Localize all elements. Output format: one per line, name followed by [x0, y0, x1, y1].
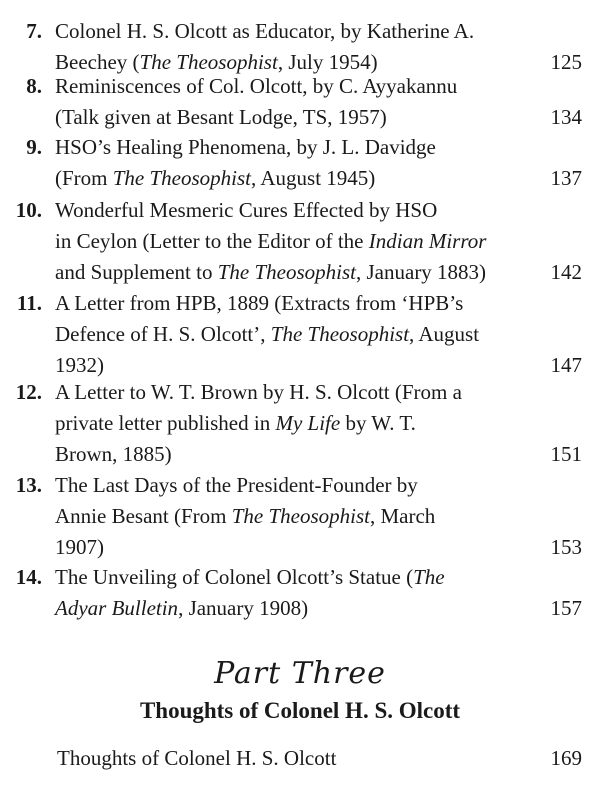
entry-title-line: Adyar Bulletin, January 1908) — [55, 596, 309, 620]
entry-title-line: The Last Days of the President-Founder by — [55, 473, 418, 497]
entry-title-line: HSO’s Healing Phenomena, by J. L. Davidge — [55, 135, 436, 159]
entry-title-line: Annie Besant (From The Theosophist, March — [55, 504, 436, 528]
entry-number: 14. — [15, 565, 42, 589]
entry-page-number: 157 — [550, 596, 582, 620]
entry-title-line: The Unveiling of Colonel Olcott’s Statue (The — [55, 565, 445, 589]
entry-page-number: 151 — [550, 442, 582, 466]
entry-title-line: 1932) — [55, 353, 104, 377]
entry-page-number: 137 — [550, 166, 582, 190]
entry-number: 10. — [15, 198, 42, 222]
entry-number: 11. — [16, 291, 42, 315]
entry-page-number: 169 — [550, 746, 582, 770]
section-heading: Thoughts of Colonel H. S. Olcott — [139, 698, 461, 723]
entry-number: 9. — [26, 135, 42, 159]
entry-title-line: in Ceylon (Letter to the Editor of the Indian Mirror — [55, 229, 487, 253]
entry-title-line: Brown, 1885) — [55, 442, 172, 466]
entry-number: 12. — [15, 380, 42, 404]
entry-page-number: 142 — [550, 260, 582, 284]
toc-entry-thoughts[interactable]: Thoughts of Colonel H. S. Olcott — [57, 746, 337, 770]
entry-number: 7. — [26, 19, 42, 43]
entry-title-line: Wonderful Mesmeric Cures Effected by HSO — [55, 198, 438, 222]
entry-title-line: (Talk given at Besant Lodge, TS, 1957) — [55, 105, 387, 129]
entry-title-line: Colonel H. S. Olcott as Educator, by Katherine A. — [55, 19, 475, 43]
entry-title-line: and Supplement to The Theosophist, January 1883) — [55, 260, 487, 284]
entry-page-number: 147 — [550, 353, 582, 377]
entry-title-line: A Letter to W. T. Brown by H. S. Olcott (From a — [55, 380, 462, 404]
entry-title-line: Reminiscences of Col. Olcott, by C. Ayyakannu — [55, 74, 458, 98]
entry-title-line: A Letter from HPB, 1889 (Extracts from ‘HPB’s — [55, 291, 464, 315]
entry-title-line: (From The Theosophist, August 1945) — [55, 166, 376, 190]
entry-title-line: private letter published in My Life by W. T. — [55, 411, 416, 435]
entry-page-number: 134 — [550, 105, 582, 129]
entry-page-number: 125 — [550, 50, 582, 74]
entry-title-line: Beechey (The Theosophist, July 1954) — [55, 50, 378, 74]
part-title: Part Three — [214, 656, 386, 691]
entry-number: 8. — [26, 74, 42, 98]
entry-title-line: Defence of H. S. Olcott’, The Theosophist, August — [55, 322, 480, 346]
entry-number: 13. — [15, 473, 42, 497]
entry-page-number: 153 — [550, 535, 582, 559]
entry-title-line: 1907) — [55, 535, 104, 559]
